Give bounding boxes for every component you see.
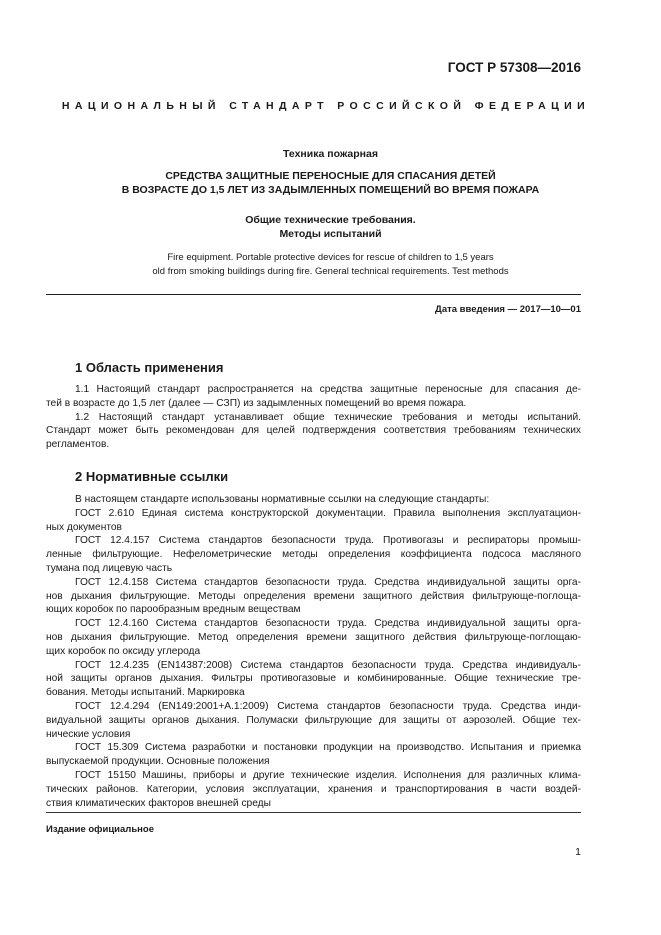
- text-line: Стандарт может быть рекомендован для целей подтверждения соответствия требованиям технических: [46, 425, 581, 437]
- page-number: 1: [575, 846, 581, 858]
- text-line: нов дыхания фильтрующие. Метод определения времени защитного действия фильтрующе-поглощаю-: [46, 631, 581, 643]
- national-standard-heading: НАЦИОНАЛЬНЫЙ СТАНДАРТ РОССИЙСКОЙ ФЕДЕРАЦИИ: [61, 100, 591, 112]
- text-line: ющих коробок по парообразным вредным веществам: [46, 604, 301, 616]
- text-line: видуальной защиты органов дыхания. Полумаски фильтрующие для защиты от аэрозолей. Общие тех-: [46, 714, 581, 726]
- text-line: щих коробок по оксиду углерода: [46, 645, 201, 657]
- document-subtitle: [40, 213, 621, 241]
- text-line: нические условия: [46, 728, 131, 740]
- standard-category: Техника пожарная: [283, 148, 378, 160]
- text-line: тумана под лицевую часть: [46, 562, 173, 574]
- text-line: ГОСТ 12.4.157 Система стандартов безопасности труда. Противогазы и респираторы промыш-: [75, 535, 581, 547]
- english-title: [40, 251, 621, 278]
- text-line: регламентов.: [46, 439, 110, 451]
- text-line: 1.1 Настоящий стандарт распространяется на средства защитные переносные для спасания де-: [75, 384, 581, 395]
- text-line: ГОСТ 15150 Машины, приборы и другие технические изделия. Исполнения для различных клима-: [75, 769, 581, 781]
- section-1-heading: 1 Область применения: [75, 360, 224, 375]
- english-title-line: old from smoking buildings during fire. General technical requirements. Test methods: [152, 265, 509, 277]
- text-line: нов дыхания фильтрующие. Методы определения времени защитного действия фильтрующе-поглоща-: [46, 590, 581, 602]
- section-2-heading: 2 Нормативные ссылки: [75, 469, 229, 484]
- text-line: ленные фильтрующие. Нефелометрические методы определения коэффициента подсоса масляного: [46, 549, 581, 561]
- text-line: тических районов. Категории, условия эксплуатации, хранения и транспортирования в части воздей-: [46, 783, 581, 795]
- subtitle-line: Общие технические требования.: [245, 214, 416, 226]
- text-line: бования. Методы испытаний. Маркировка: [46, 687, 245, 699]
- text-line: ных документов: [46, 521, 122, 533]
- text-line: тей в возрасте до 1,5 лет (далее — СЗП) из задымленных помещений во время пожара.: [46, 397, 467, 409]
- title-line: В ВОЗРАСТЕ ДО 1,5 ЛЕТ ИЗ ЗАДЫМЛЕННЫХ ПОМЕЩЕНИЙ ВО ВРЕМЯ ПОЖАРА: [121, 184, 540, 196]
- text-line: ГОСТ 12.4.294 (EN149:2001+A.1:2009) Система стандартов безопасности труда. Средства инди-: [75, 700, 581, 712]
- english-title-line: Fire equipment. Portable protective devices for rescue of children to 1,5 years: [167, 252, 494, 263]
- text-line: ГОСТ 15.309 Система разработки и постановки продукции на производство. Испытания и приемка: [75, 742, 581, 754]
- title-divider: [46, 294, 581, 295]
- text-line: ГОСТ 12.4.235 (EN14387:2008) Система стандартов безопасности труда. Средства индивидуаль-: [75, 659, 581, 671]
- section-2-body: [46, 493, 581, 810]
- text-line: ГОСТ 2.610 Единая система конструкторской документации. Правила выполнения эксплуатацион-: [75, 507, 581, 519]
- subtitle-line: Методы испытаний: [279, 228, 382, 240]
- text-line: ГОСТ 12.4.158 Система стандартов безопасности труда. Средства индивидуальной защиты орга-: [75, 576, 581, 588]
- introduction-date: Дата введения — 2017—10—01: [435, 304, 581, 315]
- text-line: ной защиты органов дыхания. Фильтры противогазовые и комбинированные. Общие технические тре-: [46, 673, 581, 685]
- text-line: ГОСТ 12.4.160 Система стандартов безопасности труда. Средства индивидуальной защиты орга-: [75, 618, 581, 630]
- footer-divider: [46, 812, 581, 813]
- document-title: [40, 169, 621, 197]
- section-1-body: [46, 383, 581, 452]
- text-line: выпускаемой продукции. Основные положения: [46, 756, 270, 768]
- text-line: В настоящем стандарте использованы нормативные ссылки на следующие стандарты:: [75, 494, 490, 505]
- text-line: 1.2 Настоящий стандарт устанавливает общие технические требования и методы испытаний.: [75, 411, 581, 423]
- document-number: ГОСТ Р 57308—2016: [447, 60, 581, 75]
- text-line: ствия климатических факторов внешней среды: [46, 797, 271, 809]
- official-edition-label: Издание официальное: [46, 824, 154, 835]
- title-line: СРЕДСТВА ЗАЩИТНЫЕ ПЕРЕНОСНЫЕ ДЛЯ СПАСАНИЯ ДЕТЕЙ: [165, 170, 496, 182]
